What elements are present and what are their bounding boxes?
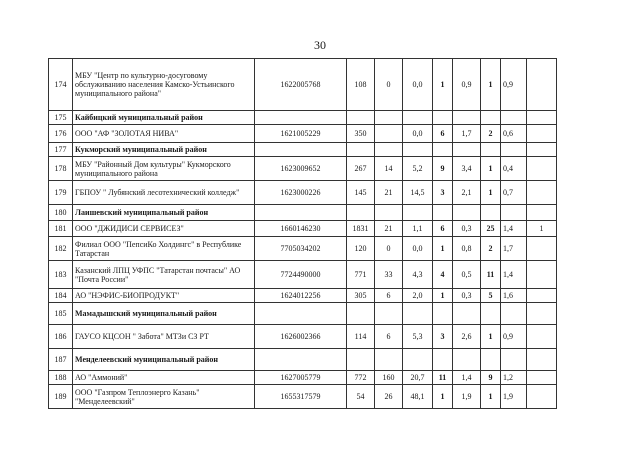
section-row	[49, 303, 557, 325]
inn-cell: 1622005768	[255, 59, 347, 111]
value-cell-v7: 0,9	[501, 325, 527, 349]
value-cell-v4: 3	[433, 181, 453, 205]
row-number: 174	[49, 59, 73, 111]
value-cell-v2: 33	[375, 261, 403, 289]
value-cell	[527, 303, 557, 325]
inn-cell	[255, 205, 347, 221]
table-row	[49, 261, 557, 289]
row-number: 184	[49, 289, 73, 303]
value-cell-v8	[527, 59, 557, 111]
value-cell-v8	[527, 261, 557, 289]
value-cell-v3: 5,3	[403, 325, 433, 349]
value-cell	[347, 143, 375, 157]
value-cell-v1: 114	[347, 325, 375, 349]
value-cell	[347, 205, 375, 221]
value-cell-v5: 2,1	[453, 181, 481, 205]
row-number: 185	[49, 303, 73, 325]
row-number: 182	[49, 237, 73, 261]
value-cell	[347, 303, 375, 325]
district-name: Менделеевский муниципальный район	[73, 349, 255, 371]
inn-cell: 1626002366	[255, 325, 347, 349]
organization-name: МБУ "Районный Дом культуры" Кукморского муниципального района	[73, 157, 255, 181]
row-number: 176	[49, 125, 73, 143]
value-cell-v8	[527, 289, 557, 303]
organization-name: АО "НЭФИС-БИОПРОДУКТ"	[73, 289, 255, 303]
value-cell-v6: 2	[481, 237, 501, 261]
value-cell-v7: 0,7	[501, 181, 527, 205]
organization-name: МБУ "Центр по культурно-досуговому обслуживанию населения Камско-Устьинского муниципального района"	[73, 59, 255, 111]
value-cell-v3: 0,0	[403, 59, 433, 111]
value-cell	[453, 143, 481, 157]
value-cell-v5: 0,3	[453, 221, 481, 237]
value-cell-v2: 14	[375, 157, 403, 181]
row-number: 189	[49, 385, 73, 409]
organization-name: АО "Аммоний"	[73, 371, 255, 385]
value-cell	[527, 111, 557, 125]
table-row	[49, 125, 557, 143]
district-name: Лаишевский муниципальный район	[73, 205, 255, 221]
value-cell-v4: 3	[433, 325, 453, 349]
value-cell-v4: 1	[433, 385, 453, 409]
inn-cell	[255, 349, 347, 371]
inn-cell: 1627005779	[255, 371, 347, 385]
value-cell-v3: 0,0	[403, 237, 433, 261]
value-cell	[347, 349, 375, 371]
table-row	[49, 221, 557, 237]
value-cell	[347, 111, 375, 125]
value-cell	[527, 143, 557, 157]
value-cell	[453, 349, 481, 371]
value-cell	[433, 349, 453, 371]
value-cell-v6: 25	[481, 221, 501, 237]
value-cell	[501, 349, 527, 371]
inn-cell	[255, 143, 347, 157]
value-cell-v8	[527, 385, 557, 409]
value-cell-v1: 120	[347, 237, 375, 261]
value-cell-v4: 4	[433, 261, 453, 289]
row-number: 178	[49, 157, 73, 181]
page-number: 30	[314, 38, 326, 52]
inn-cell: 1623000226	[255, 181, 347, 205]
value-cell	[481, 205, 501, 221]
data-table	[48, 58, 557, 409]
inn-cell: 1655317579	[255, 385, 347, 409]
row-number: 188	[49, 371, 73, 385]
organization-name: Казанский ЛПЦ УФПС "Татарстан почтасы" АО "Почта России"	[73, 261, 255, 289]
value-cell	[375, 143, 403, 157]
value-cell	[403, 205, 433, 221]
value-cell	[403, 111, 433, 125]
value-cell	[501, 205, 527, 221]
value-cell-v6: 1	[481, 325, 501, 349]
value-cell-v1: 1831	[347, 221, 375, 237]
value-cell	[433, 143, 453, 157]
table-row	[49, 157, 557, 181]
value-cell-v7: 1,9	[501, 385, 527, 409]
value-cell	[403, 349, 433, 371]
value-cell-v8	[527, 371, 557, 385]
row-number: 181	[49, 221, 73, 237]
value-cell	[375, 111, 403, 125]
value-cell-v3: 14,5	[403, 181, 433, 205]
value-cell-v1: 305	[347, 289, 375, 303]
value-cell-v4: 9	[433, 157, 453, 181]
organization-name: ООО "Газпром Теплоэнерго Казань" "Менделеевский"	[73, 385, 255, 409]
value-cell-v1: 267	[347, 157, 375, 181]
value-cell	[481, 303, 501, 325]
value-cell-v4: 1	[433, 237, 453, 261]
inn-cell: 1621005229	[255, 125, 347, 143]
row-number: 180	[49, 205, 73, 221]
value-cell	[433, 111, 453, 125]
value-cell-v2: 0	[375, 237, 403, 261]
district-name: Мамадышский муниципальный район	[73, 303, 255, 325]
table-row	[49, 371, 557, 385]
value-cell-v8	[527, 157, 557, 181]
inn-cell: 7705034202	[255, 237, 347, 261]
value-cell-v1: 108	[347, 59, 375, 111]
value-cell	[375, 205, 403, 221]
value-cell	[375, 349, 403, 371]
value-cell-v5: 1,9	[453, 385, 481, 409]
value-cell-v3: 20,7	[403, 371, 433, 385]
value-cell-v8	[527, 125, 557, 143]
value-cell-v5: 1,7	[453, 125, 481, 143]
inn-cell: 1624012256	[255, 289, 347, 303]
value-cell-v6: 2	[481, 125, 501, 143]
value-cell-v7: 0,6	[501, 125, 527, 143]
value-cell-v8	[527, 181, 557, 205]
value-cell-v3: 2,0	[403, 289, 433, 303]
organization-name: ООО "АФ "ЗОЛОТАЯ НИВА"	[73, 125, 255, 143]
value-cell-v1: 772	[347, 371, 375, 385]
value-cell-v4: 1	[433, 59, 453, 111]
value-cell-v4: 1	[433, 289, 453, 303]
value-cell	[481, 111, 501, 125]
value-cell-v7: 1,2	[501, 371, 527, 385]
value-cell-v6: 1	[481, 59, 501, 111]
value-cell-v5: 2,6	[453, 325, 481, 349]
value-cell	[433, 303, 453, 325]
value-cell-v5: 1,4	[453, 371, 481, 385]
organization-name: Филиал ООО "ПепсиКо Холдингс" в Республике Татарстан	[73, 237, 255, 261]
inn-cell	[255, 111, 347, 125]
table-row	[49, 385, 557, 409]
row-number: 179	[49, 181, 73, 205]
value-cell-v4: 6	[433, 221, 453, 237]
value-cell-v2: 6	[375, 325, 403, 349]
value-cell-v2: 26	[375, 385, 403, 409]
value-cell-v3: 5,2	[403, 157, 433, 181]
section-row	[49, 349, 557, 371]
value-cell	[501, 111, 527, 125]
value-cell-v6: 11	[481, 261, 501, 289]
value-cell-v2: 0	[375, 59, 403, 111]
value-cell	[527, 205, 557, 221]
value-cell-v6: 1	[481, 385, 501, 409]
table-row	[49, 325, 557, 349]
value-cell-v3: 1,1	[403, 221, 433, 237]
section-row	[49, 205, 557, 221]
value-cell-v2: 6	[375, 289, 403, 303]
row-number: 187	[49, 349, 73, 371]
section-row	[49, 111, 557, 125]
inn-cell: 7724490000	[255, 261, 347, 289]
value-cell-v8	[527, 237, 557, 261]
value-cell-v1: 771	[347, 261, 375, 289]
value-cell	[481, 143, 501, 157]
value-cell-v2: 160	[375, 371, 403, 385]
value-cell-v6: 5	[481, 289, 501, 303]
value-cell	[527, 349, 557, 371]
value-cell-v7: 0,4	[501, 157, 527, 181]
value-cell-v3: 0,0	[403, 125, 433, 143]
row-number: 177	[49, 143, 73, 157]
value-cell-v3: 48,1	[403, 385, 433, 409]
table-row	[49, 237, 557, 261]
value-cell-v5: 0,5	[453, 261, 481, 289]
inn-cell: 1660146230	[255, 221, 347, 237]
value-cell	[453, 111, 481, 125]
value-cell-v1: 145	[347, 181, 375, 205]
value-cell-v5: 3,4	[453, 157, 481, 181]
row-number: 183	[49, 261, 73, 289]
value-cell-v6: 9	[481, 371, 501, 385]
district-name: Кайбицкий муниципальный район	[73, 111, 255, 125]
inn-cell: 1623009652	[255, 157, 347, 181]
value-cell-v2	[375, 125, 403, 143]
value-cell-v5: 0,8	[453, 237, 481, 261]
organization-name: ГАУСО КЦСОН " Забота" МТЗи СЗ РТ	[73, 325, 255, 349]
value-cell-v5: 0,9	[453, 59, 481, 111]
value-cell	[403, 143, 433, 157]
section-row	[49, 143, 557, 157]
value-cell-v6: 1	[481, 181, 501, 205]
value-cell-v7: 1,6	[501, 289, 527, 303]
table-row	[49, 181, 557, 205]
value-cell	[501, 303, 527, 325]
value-cell-v1: 350	[347, 125, 375, 143]
value-cell-v7: 1,4	[501, 221, 527, 237]
value-cell-v7: 1,4	[501, 261, 527, 289]
row-number: 186	[49, 325, 73, 349]
value-cell-v4: 6	[433, 125, 453, 143]
value-cell-v6: 1	[481, 157, 501, 181]
inn-cell	[255, 303, 347, 325]
value-cell-v3: 4,3	[403, 261, 433, 289]
value-cell-v7: 1,7	[501, 237, 527, 261]
value-cell	[403, 303, 433, 325]
value-cell	[375, 303, 403, 325]
value-cell-v1: 54	[347, 385, 375, 409]
table-row	[49, 289, 557, 303]
value-cell-v2: 21	[375, 221, 403, 237]
value-cell-v4: 11	[433, 371, 453, 385]
value-cell-v8	[527, 325, 557, 349]
value-cell-v8: 1	[527, 221, 557, 237]
value-cell	[433, 205, 453, 221]
district-name: Кукморский муниципальный район	[73, 143, 255, 157]
table-row	[49, 59, 557, 111]
organization-name: ООО "ДЖИДИСИ СЕРВИСЕЗ"	[73, 221, 255, 237]
value-cell	[481, 349, 501, 371]
value-cell-v2: 21	[375, 181, 403, 205]
value-cell-v5: 0,3	[453, 289, 481, 303]
row-number: 175	[49, 111, 73, 125]
value-cell-v7: 0,9	[501, 59, 527, 111]
organization-name: ГБПОУ " Лубянский лесотехнический колледж"	[73, 181, 255, 205]
value-cell	[501, 143, 527, 157]
value-cell	[453, 205, 481, 221]
value-cell	[453, 303, 481, 325]
